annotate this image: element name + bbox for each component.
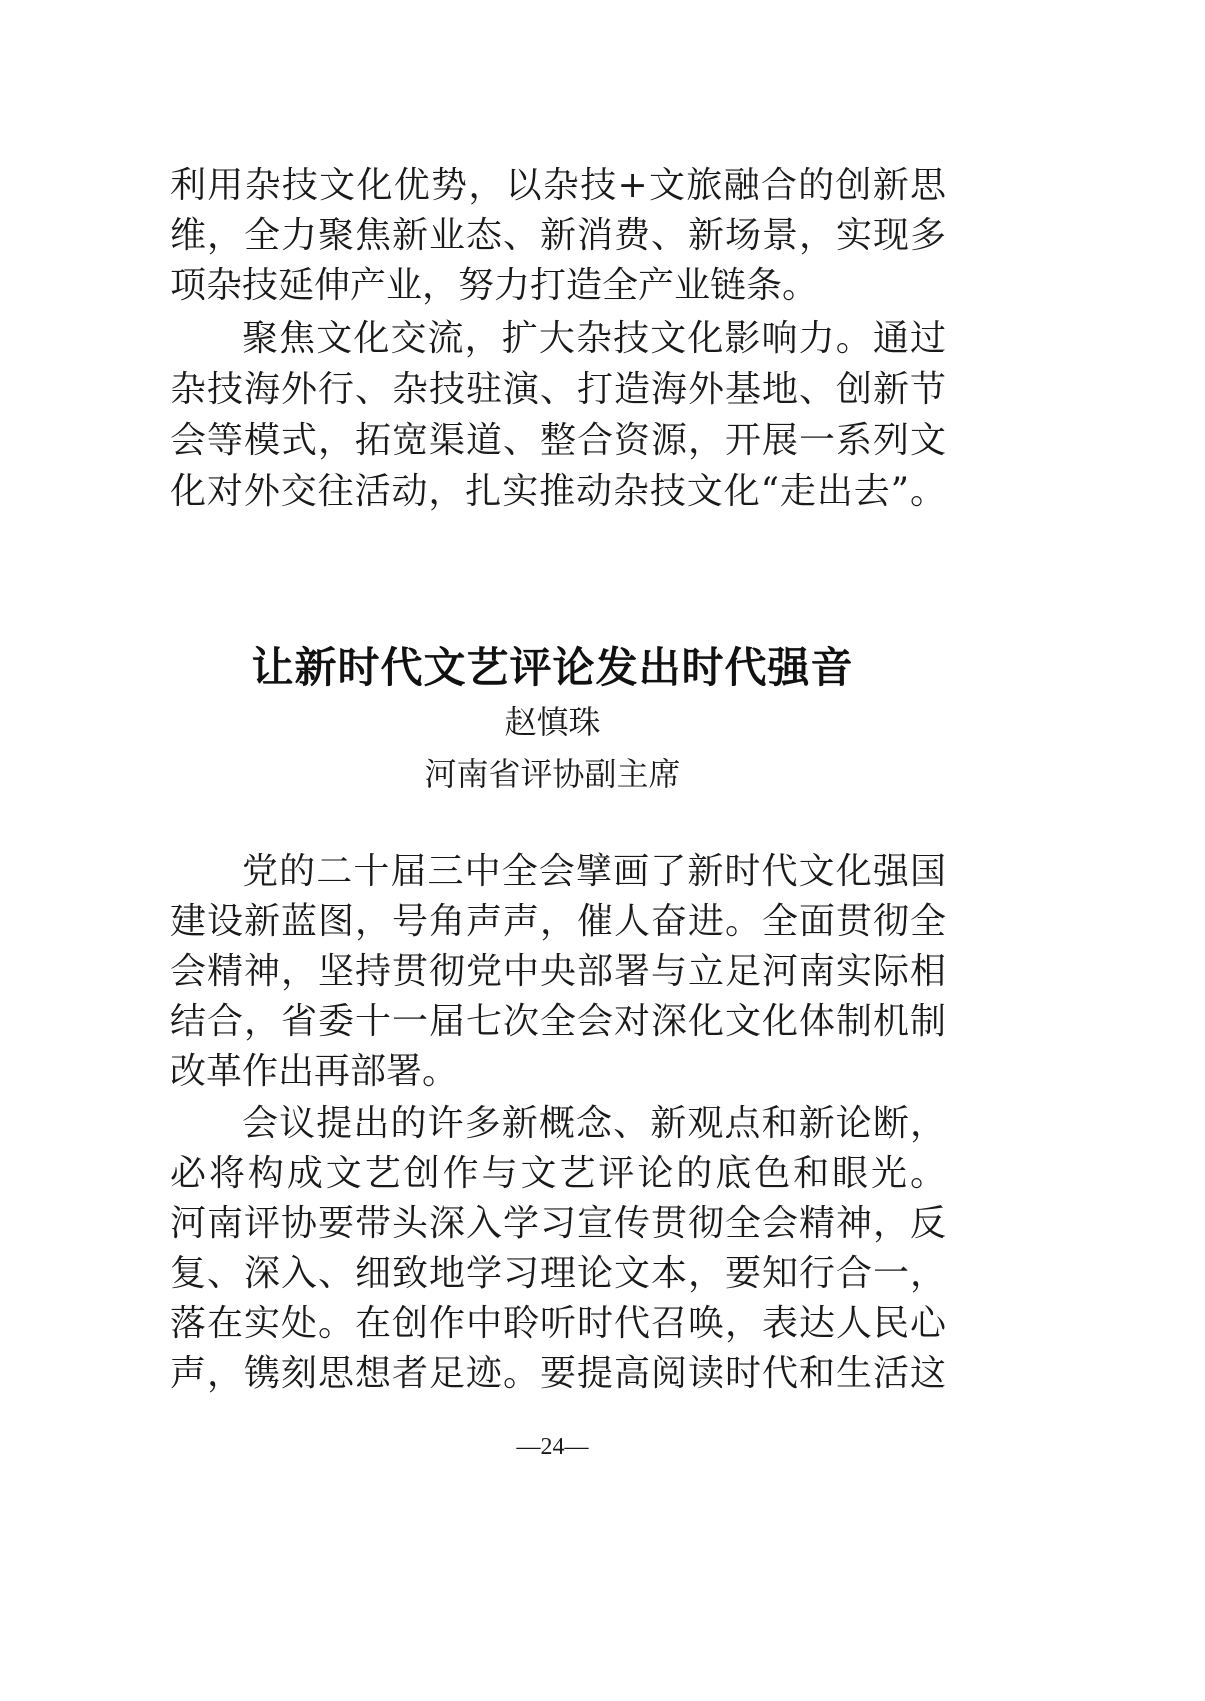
paragraph-line: 落在实处。在创作中聆听时代召唤，表达人民心: [170, 1303, 946, 1344]
paragraph-line: 利用杂技文化优势，以杂技+文旅融合的创新思: [170, 165, 946, 206]
paragraph-line: 复、深入、细致地学习理论文本，要知行合一，: [170, 1253, 946, 1294]
paragraph-line: 声，镌刻思想者足迹。要提高阅读时代和生活这: [170, 1353, 946, 1394]
paragraph-line: 化对外交往活动，扎实推动杂技文化“走出去”。: [170, 471, 946, 512]
paragraph-line: 维，全力聚焦新业态、新消费、新场景，实现多: [170, 215, 946, 256]
paragraph-line: 党的二十届三中全会擘画了新时代文化强国: [242, 851, 946, 892]
paragraph-line: 结合，省委十一届七次全会对深化文化体制机制: [170, 1001, 946, 1042]
paragraph-line: 建设新蓝图，号角声声，催人奋进。全面贯彻全: [170, 901, 946, 942]
paragraph-line: 项杂技延伸产业，努力打造全产业链条。: [170, 265, 819, 306]
paragraph-line: 杂技海外行、杂技驻演、打造海外基地、创新节: [170, 369, 946, 410]
article-title: 让新时代文艺评论发出时代强音: [251, 643, 854, 692]
paragraph-line: 会精神，坚持贯彻党中央部署与立足河南实际相: [170, 951, 946, 992]
paragraph-line: 必将构成文艺创作与文艺评论的底色和眼光。: [170, 1153, 946, 1194]
paragraph-line: 聚焦文化交流，扩大杂技文化影响力。通过: [242, 318, 946, 359]
paragraph-line: 河南评协要带头深入学习宣传贯彻全会精神，反: [170, 1203, 946, 1244]
page-number: —24—: [516, 1434, 589, 1460]
paragraph-line: 会议提出的许多新概念、新观点和新论断，: [242, 1103, 946, 1144]
author-affiliation: 河南省评协副主席: [424, 755, 681, 793]
article-author: 赵慎珠: [504, 703, 601, 741]
paragraph-line: 会等模式，拓宽渠道、整合资源，开展一系列文: [170, 420, 946, 461]
paragraph-line: 改革作出再部署。: [170, 1051, 459, 1092]
